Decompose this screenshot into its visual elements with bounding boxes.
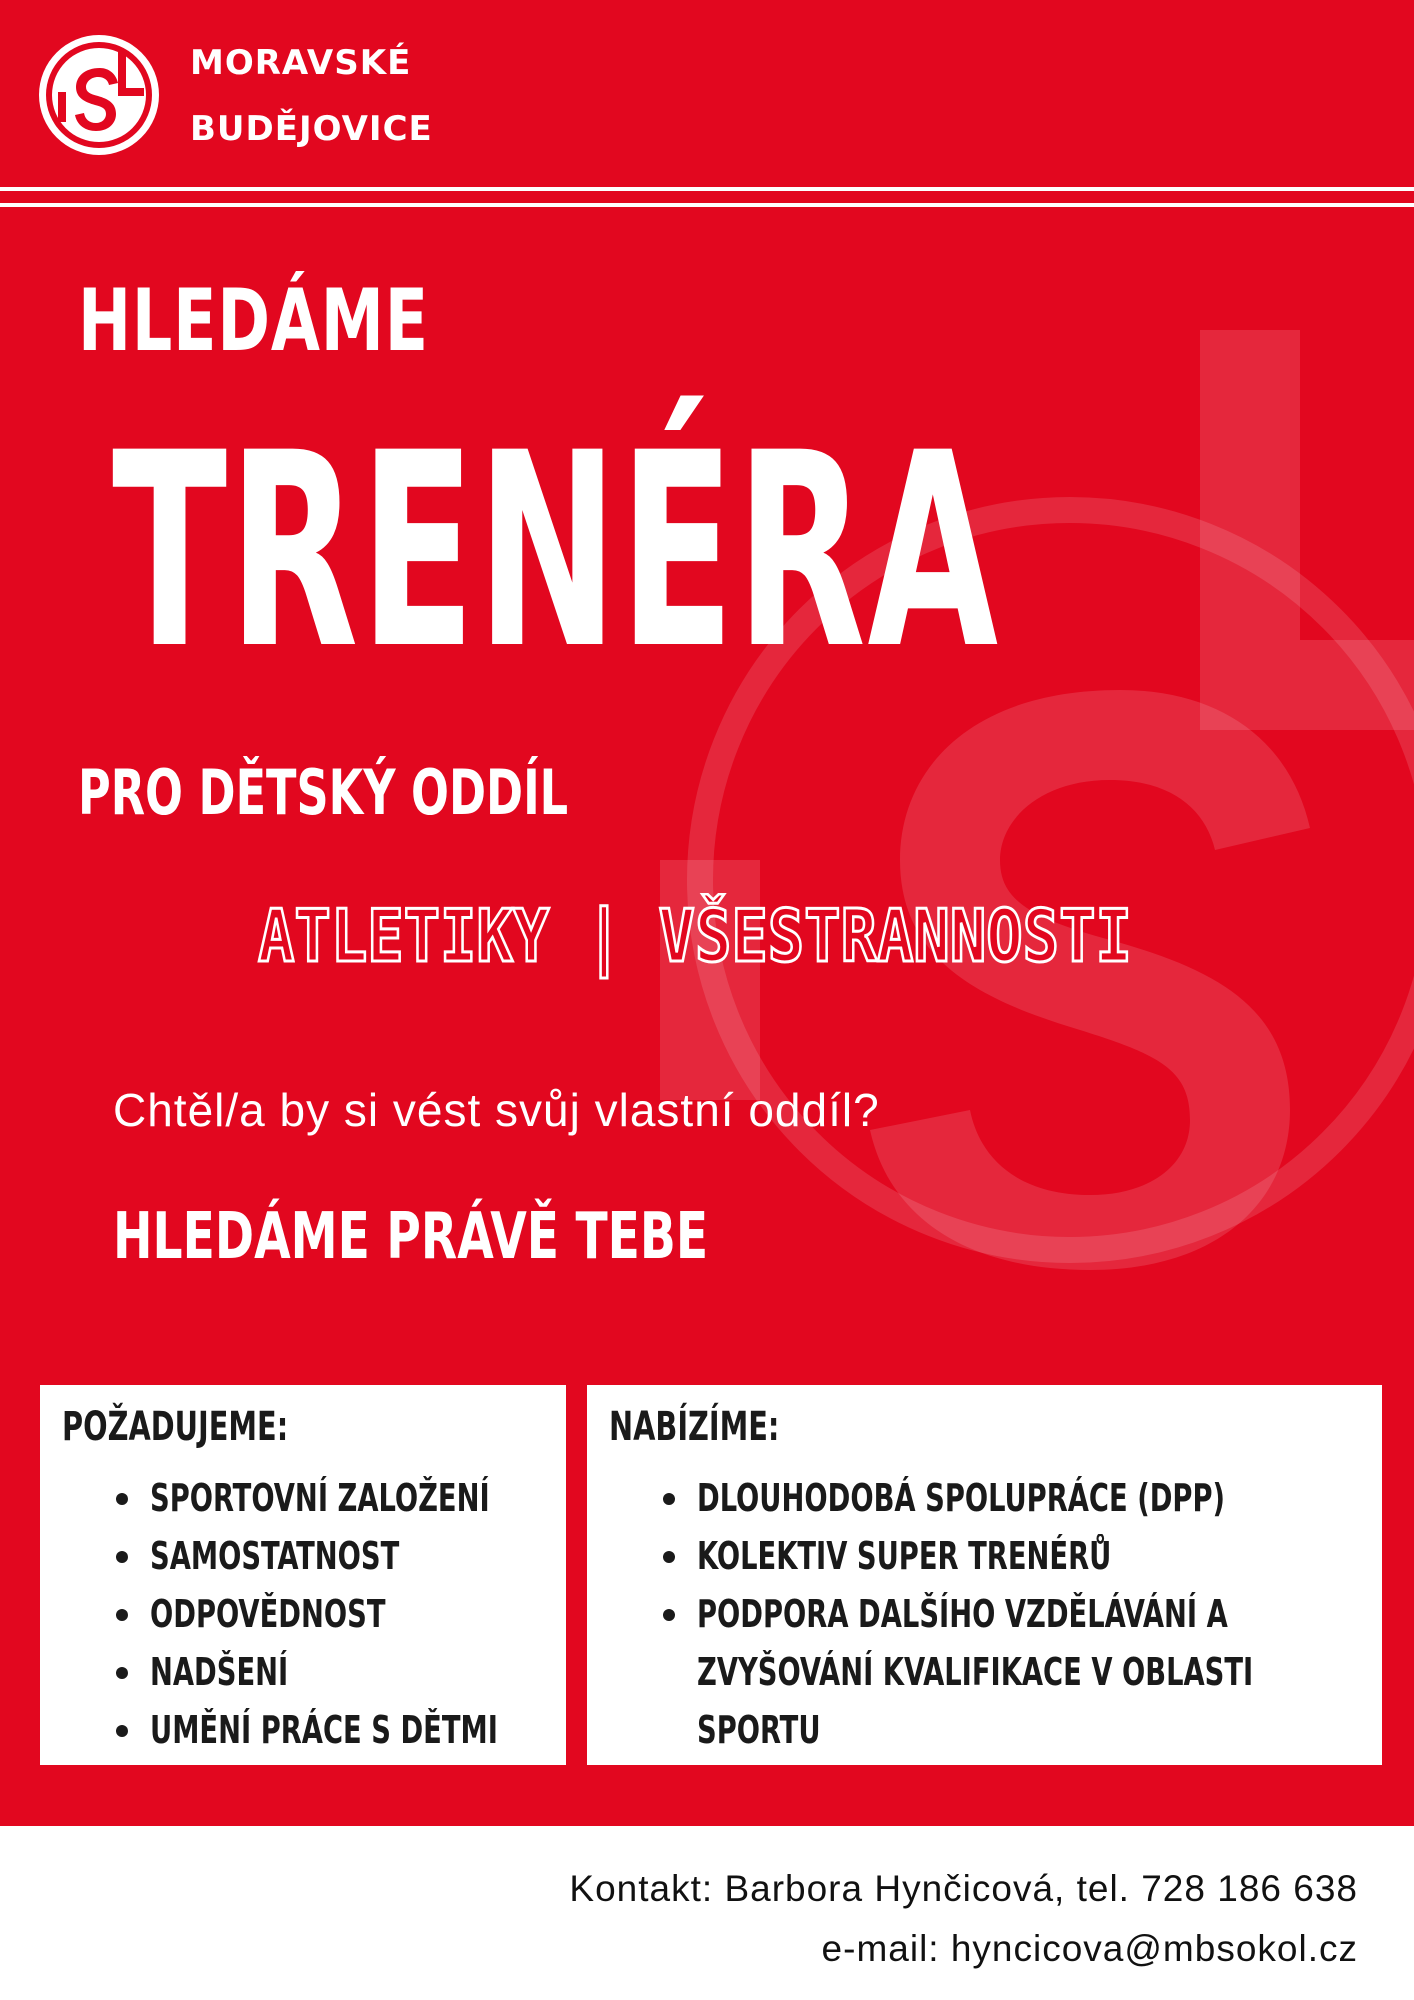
requirements-list	[150, 1469, 585, 1759]
header-divider-bottom	[0, 203, 1414, 207]
contact-email[interactable]: e-mail: hyncicova@mbsokol.cz	[821, 1928, 1358, 1969]
bullet-icon	[116, 1493, 128, 1505]
sokol-logo	[34, 30, 164, 160]
list-item: PODPORA DALŠÍHO VZDĚLÁVÁNÍ A ZVYŠOVÁNÍ KVALIFIKACE V OBLASTI SPORTU	[697, 1585, 1392, 1759]
question-text: Chtěl/a by si vést svůj vlastní oddíl?	[113, 1084, 880, 1136]
offers-list	[697, 1469, 1392, 1759]
requirements-box	[40, 1385, 566, 1765]
bullet-icon	[116, 1667, 128, 1679]
headline-big: TRENÉRA	[112, 396, 1000, 708]
bullet-icon	[116, 1725, 128, 1737]
bullet-icon	[663, 1493, 675, 1505]
offers-title: NABÍZÍME:	[609, 1404, 780, 1450]
disciplines-text: ATLETIKY | VŠESTRANNOSTI	[258, 894, 1132, 978]
call-to-action: HLEDÁME PRÁVĚ TEBE	[113, 1200, 709, 1274]
requirements-title: POŽADUJEME:	[62, 1404, 289, 1450]
list-item-continuation: SPORTU	[697, 1708, 821, 1752]
bullet-icon	[116, 1551, 128, 1563]
list-item: DLOUHODOBÁ SPOLUPRÁCE (DPP)	[697, 1469, 1392, 1527]
list-item: SPORTOVNÍ ZALOŽENÍ	[150, 1469, 585, 1527]
list-item: UMĚNÍ PRÁCE S DĚTMI	[150, 1701, 585, 1759]
subheadline: PRO DĚTSKÝ ODDÍL	[78, 756, 569, 829]
list-item: KOLEKTIV SUPER TRENÉRŮ	[697, 1527, 1392, 1585]
bullet-icon	[116, 1609, 128, 1621]
list-item: NADŠENÍ	[150, 1643, 585, 1701]
bullet-icon	[663, 1551, 675, 1563]
offers-box	[587, 1385, 1382, 1765]
org-name-line1: MORAVSKÉ	[190, 43, 412, 83]
contact-phone: Kontakt: Barbora Hynčicová, tel. 728 186 638	[569, 1868, 1358, 1909]
header-divider-top	[0, 187, 1414, 191]
list-item-continuation: ZVYŠOVÁNÍ KVALIFIKACE V OBLASTI	[697, 1650, 1254, 1694]
headline-small: HLEDÁME	[78, 271, 429, 371]
bullet-icon	[663, 1609, 675, 1621]
org-name-line2: BUDĚJOVICE	[190, 109, 433, 149]
list-item: ODPOVĚDNOST	[150, 1585, 585, 1643]
list-item: SAMOSTATNOST	[150, 1527, 585, 1585]
